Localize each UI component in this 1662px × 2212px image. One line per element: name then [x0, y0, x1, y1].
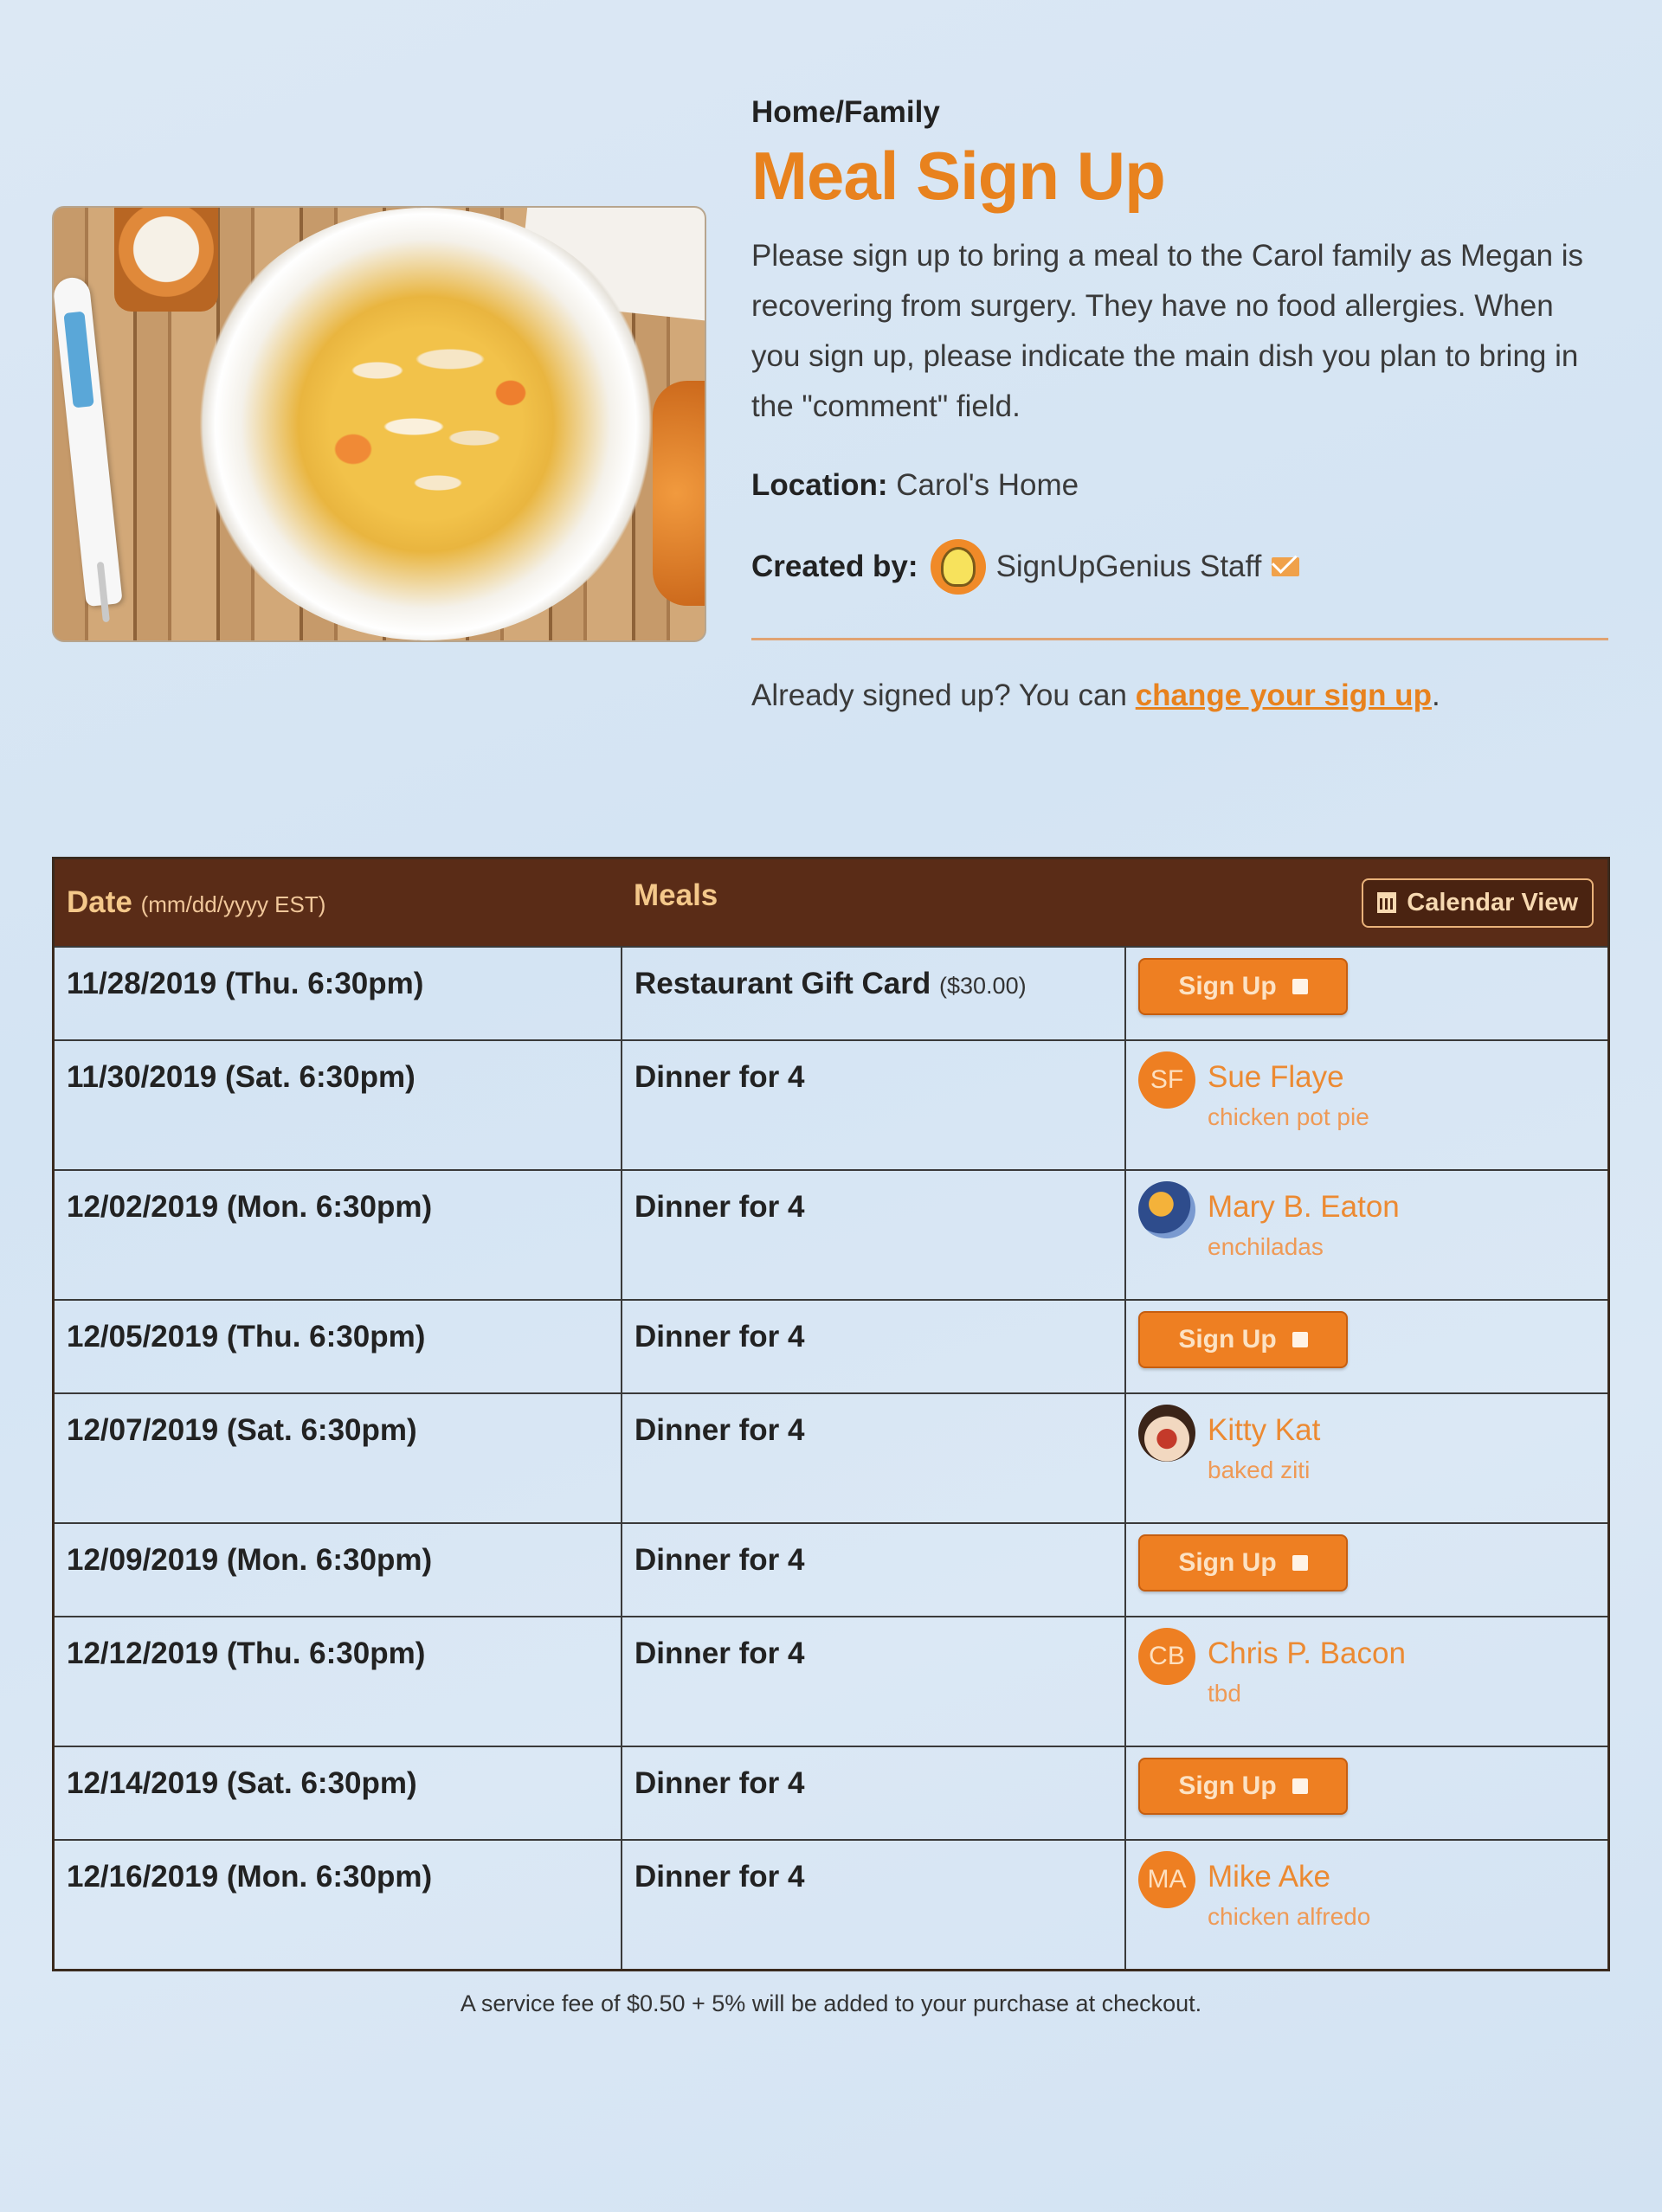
slot-meal: Dinner for 4 — [622, 1746, 1125, 1840]
volunteer-comment: chicken alfredo — [1208, 1903, 1371, 1930]
slot-date: 12/12/2019 (Thu. 6:30pm) — [54, 1617, 622, 1746]
sign-up-button[interactable] — [1138, 1311, 1348, 1368]
avatar: SF — [1138, 1051, 1195, 1109]
volunteer-name: Mike Ake — [1208, 1860, 1330, 1894]
calendar-view-label: Calendar View — [1407, 888, 1578, 916]
breadcrumb[interactable]: Home/Family — [751, 95, 940, 129]
sign-up-button[interactable] — [1138, 1758, 1348, 1815]
slot-date: 12/16/2019 (Mon. 6:30pm) — [54, 1840, 622, 1971]
slot-date: 12/09/2019 (Mon. 6:30pm) — [54, 1523, 622, 1617]
volunteer-name: Chris P. Bacon — [1208, 1636, 1406, 1670]
service-fee-note: A service fee of $0.50 + 5% will be added to your purchase at checkout. — [460, 1990, 1202, 2016]
slot-date: 11/30/2019 (Sat. 6:30pm) — [54, 1040, 622, 1170]
slot-meal: Dinner for 4 — [622, 1300, 1125, 1393]
slot-volunteer — [1125, 1170, 1609, 1300]
slot-volunteer — [1125, 1040, 1609, 1170]
slot-meal: Dinner for 4 — [622, 1393, 1125, 1523]
slot-action — [1125, 1746, 1609, 1840]
volunteer-comment: baked ziti — [1208, 1456, 1311, 1483]
email-icon[interactable] — [1272, 557, 1299, 576]
location — [751, 468, 1617, 503]
signupgenius-logo-icon — [931, 539, 986, 595]
volunteer-comment: chicken pot pie — [1208, 1103, 1369, 1130]
date-header-label: Date — [67, 885, 132, 919]
change-signup-link[interactable]: change your sign up — [1135, 678, 1432, 712]
table-row — [54, 1300, 1609, 1393]
slot-date: 12/07/2019 (Sat. 6:30pm) — [54, 1393, 622, 1523]
checkbox-icon — [1292, 1778, 1308, 1794]
already-text: Already signed up? You can — [751, 678, 1136, 712]
checkbox-icon — [1292, 979, 1308, 994]
avatar — [1138, 1181, 1195, 1238]
signup-info — [751, 87, 1617, 713]
slot-date: 12/14/2019 (Sat. 6:30pm) — [54, 1746, 622, 1840]
signup-description: Please sign up to bring a meal to the Carol family as Megan is recovering from surgery. They have no food allergies. When you sign up, please indicate the main dish you plan to bring in the "comment" field. — [751, 239, 1584, 423]
signup-table — [52, 857, 1610, 1971]
page-title: Meal Sign Up — [751, 138, 1165, 214]
slot-volunteer — [1125, 1840, 1609, 1971]
divider — [751, 638, 1608, 640]
created-by — [751, 539, 1617, 595]
meal-price: ($30.00) — [939, 973, 1027, 999]
checkbox-icon — [1292, 1332, 1308, 1347]
volunteer-name: Mary B. Eaton — [1208, 1190, 1400, 1224]
table-row — [54, 1840, 1609, 1971]
meal-name: Restaurant Gift Card — [635, 967, 931, 1000]
slot-volunteer — [1125, 1393, 1609, 1523]
date-format-label: (mm/dd/yyyy EST) — [140, 891, 326, 917]
slot-action — [1125, 947, 1609, 1040]
sign-up-label: Sign Up — [1178, 1772, 1277, 1800]
slot-meal: Dinner for 4 — [622, 1617, 1125, 1746]
slot-date: 12/05/2019 (Thu. 6:30pm) — [54, 1300, 622, 1393]
meals-column-header — [622, 858, 1609, 948]
slot-action — [1125, 1300, 1609, 1393]
slot-action — [1125, 1523, 1609, 1617]
volunteer-comment: enchiladas — [1208, 1233, 1324, 1260]
volunteer-name: Sue Flaye — [1208, 1060, 1344, 1094]
slot-meal: Dinner for 4 — [622, 1523, 1125, 1617]
meals-header-label: Meals — [634, 878, 718, 912]
slot-meal: Dinner for 4 — [622, 1040, 1125, 1170]
calendar-view-button[interactable] — [1362, 878, 1594, 928]
slot-meal: Dinner for 4 — [622, 1840, 1125, 1971]
avatar: CB — [1138, 1628, 1195, 1685]
calendar-icon — [1377, 892, 1396, 913]
hero-image-chicken-soup — [52, 206, 706, 642]
sign-up-label: Sign Up — [1178, 1548, 1277, 1577]
table-row — [54, 1617, 1609, 1746]
table-row — [54, 947, 1609, 1040]
volunteer-comment: tbd — [1208, 1680, 1241, 1707]
table-row — [54, 1393, 1609, 1523]
slot-date: 12/02/2019 (Mon. 6:30pm) — [54, 1170, 622, 1300]
slot-meal — [622, 947, 1125, 1040]
location-value: Carol's Home — [896, 468, 1079, 502]
created-by-label: Created by: — [751, 550, 918, 583]
table-row — [54, 1040, 1609, 1170]
avatar: MA — [1138, 1851, 1195, 1908]
table-row — [54, 1523, 1609, 1617]
table-row — [54, 1746, 1609, 1840]
creator-name: SignUpGenius Staff — [995, 550, 1262, 583]
avatar — [1138, 1405, 1195, 1462]
sign-up-button[interactable] — [1138, 1534, 1348, 1591]
sign-up-label: Sign Up — [1178, 972, 1277, 1000]
slot-date: 11/28/2019 (Thu. 6:30pm) — [54, 947, 622, 1040]
table-row — [54, 1170, 1609, 1300]
already-end: . — [1431, 678, 1440, 712]
volunteer-name: Kitty Kat — [1208, 1413, 1321, 1447]
date-column-header — [54, 858, 622, 948]
already-signed-up — [751, 678, 1617, 713]
checkbox-icon — [1292, 1555, 1308, 1571]
location-label: Location: — [751, 468, 888, 502]
slot-volunteer — [1125, 1617, 1609, 1746]
table-header-row — [54, 858, 1609, 948]
slot-meal: Dinner for 4 — [622, 1170, 1125, 1300]
sign-up-button[interactable] — [1138, 958, 1348, 1015]
sign-up-label: Sign Up — [1178, 1325, 1277, 1354]
